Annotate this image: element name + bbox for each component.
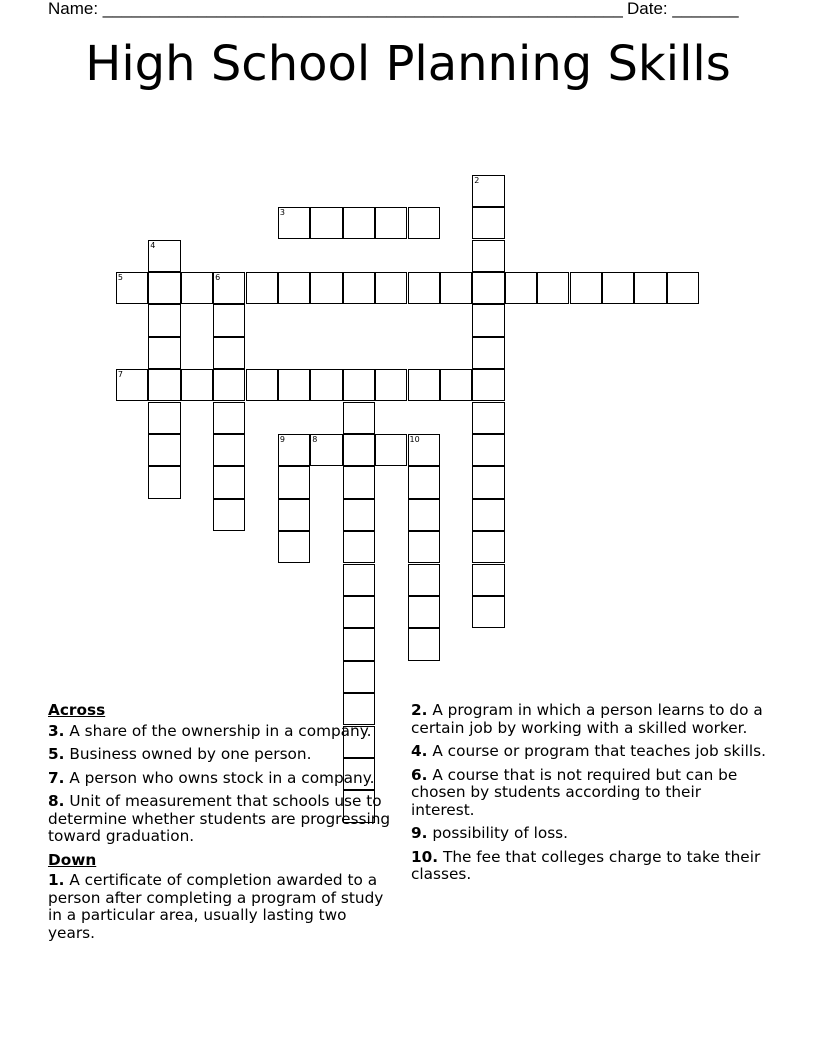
crossword-cell[interactable] xyxy=(505,272,537,304)
crossword-cell[interactable] xyxy=(343,369,375,401)
crossword-cell[interactable] xyxy=(375,434,407,466)
clue xyxy=(411,702,766,737)
crossword-cell[interactable] xyxy=(634,272,666,304)
crossword-cell[interactable] xyxy=(148,337,180,369)
across-clue-list xyxy=(48,723,393,846)
crossword-cell[interactable] xyxy=(181,272,213,304)
clue-text: A person who owns stock in a company. xyxy=(69,768,375,787)
crossword-cell[interactable] xyxy=(246,369,278,401)
crossword-cell[interactable] xyxy=(440,369,472,401)
crossword-cell[interactable] xyxy=(375,369,407,401)
clue-text: Unit of measurement that schools use to determine whether students are progressing toward graduation. xyxy=(48,792,391,845)
crossword-cell[interactable] xyxy=(408,596,440,628)
crossword-cell[interactable] xyxy=(472,272,504,304)
crossword-cell[interactable] xyxy=(148,402,180,434)
clue-text: A course or program that teaches job skills. xyxy=(432,742,766,760)
crossword-cell[interactable] xyxy=(343,661,375,693)
crossword-cell[interactable] xyxy=(213,304,245,336)
cell-number: 6 xyxy=(215,272,221,282)
crossword-cell[interactable] xyxy=(343,531,375,563)
clue xyxy=(48,770,393,788)
crossword-cell[interactable] xyxy=(343,499,375,531)
crossword-cell[interactable] xyxy=(472,207,504,239)
crossword-cell[interactable] xyxy=(278,272,310,304)
clue-text: Business owned by one person. xyxy=(69,745,312,763)
clue xyxy=(411,743,766,761)
crossword-cell[interactable] xyxy=(213,434,245,466)
clues-right-column xyxy=(411,702,766,890)
crossword-cell[interactable] xyxy=(343,272,375,304)
clues-left-column xyxy=(48,702,393,948)
crossword-cell[interactable] xyxy=(472,466,504,498)
crossword-cell[interactable] xyxy=(343,402,375,434)
cell-number: 4 xyxy=(150,240,156,250)
clue-number: 4. xyxy=(411,742,428,760)
down-clue-list-left xyxy=(48,872,393,942)
crossword-cell[interactable] xyxy=(472,531,504,563)
crossword-cell[interactable] xyxy=(408,434,440,466)
crossword-cell[interactable] xyxy=(213,499,245,531)
across-heading: Across xyxy=(48,701,106,719)
crossword-cell[interactable] xyxy=(408,207,440,239)
clue-number: 5. xyxy=(48,745,65,763)
cell-number: 3 xyxy=(279,208,285,218)
down-heading: Down xyxy=(48,850,97,869)
crossword-cell[interactable] xyxy=(408,531,440,563)
crossword-cell[interactable] xyxy=(472,175,504,207)
crossword-cell[interactable] xyxy=(213,272,245,304)
crossword-cell[interactable] xyxy=(148,304,180,336)
crossword-cell[interactable] xyxy=(570,272,602,304)
clue-number: 8. xyxy=(48,792,65,810)
crossword-cell[interactable] xyxy=(472,240,504,272)
clue-text: A program in which a person learns to do a certain job by working with a skilled worker. xyxy=(411,701,763,737)
clue-text: A certificate of completion awarded to a person after completing a program of study in a particular area, usually lasting two years. xyxy=(48,871,384,942)
crossword-cell[interactable] xyxy=(310,434,342,466)
clue xyxy=(411,767,766,820)
cell-number: 8 xyxy=(312,434,318,444)
clue-number: 9. xyxy=(411,824,428,842)
clue-number: 1. xyxy=(48,871,65,889)
crossword-cell[interactable] xyxy=(343,434,375,466)
crossword-cell[interactable] xyxy=(148,369,180,401)
date-line[interactable]: Date: _______ xyxy=(627,0,739,18)
crossword-cell[interactable] xyxy=(246,272,278,304)
clue-text: The fee that colleges charge to take their classes. xyxy=(411,847,761,883)
crossword-cell[interactable] xyxy=(408,564,440,596)
crossword-cell[interactable] xyxy=(278,499,310,531)
clue xyxy=(411,849,766,884)
crossword-cell[interactable] xyxy=(278,207,310,239)
name-line[interactable]: Name: _______________________________________________________ xyxy=(48,0,623,18)
crossword-cell[interactable] xyxy=(537,272,569,304)
crossword-cell[interactable] xyxy=(440,272,472,304)
clue-text: possibility of loss. xyxy=(432,824,568,842)
crossword-cell[interactable] xyxy=(472,337,504,369)
crossword-cell[interactable] xyxy=(472,596,504,628)
clue xyxy=(48,872,393,942)
crossword-cell[interactable] xyxy=(116,272,148,304)
crossword-cell[interactable] xyxy=(213,466,245,498)
crossword-cell[interactable] xyxy=(408,466,440,498)
crossword-cell[interactable] xyxy=(148,466,180,498)
clue-text: A course that is not required but can be chosen by students according to their interest. xyxy=(411,765,738,819)
crossword-cell[interactable] xyxy=(408,499,440,531)
crossword-cell[interactable] xyxy=(148,240,180,272)
crossword-cell[interactable] xyxy=(408,369,440,401)
cell-number: 5 xyxy=(117,272,123,282)
crossword-cell[interactable] xyxy=(278,466,310,498)
crossword-cell[interactable] xyxy=(472,402,504,434)
crossword-cell[interactable] xyxy=(343,628,375,660)
crossword-cell[interactable] xyxy=(213,337,245,369)
clue-number: 6. xyxy=(411,765,428,784)
crossword-cell[interactable] xyxy=(116,369,148,401)
crossword-cell[interactable] xyxy=(148,272,180,304)
crossword-cell[interactable] xyxy=(310,369,342,401)
cell-number: 10 xyxy=(409,434,420,444)
page-title: High School Planning Skills xyxy=(85,36,731,92)
crossword-cell[interactable] xyxy=(667,272,699,304)
crossword-cell[interactable] xyxy=(472,369,504,401)
cell-number: 9 xyxy=(279,434,285,444)
clue-number: 2. xyxy=(411,701,428,719)
crossword-cell[interactable] xyxy=(472,564,504,596)
crossword-cell[interactable] xyxy=(375,272,407,304)
crossword-cell[interactable] xyxy=(343,466,375,498)
crossword-cell[interactable] xyxy=(343,207,375,239)
clue xyxy=(48,723,393,741)
crossword-cell[interactable] xyxy=(148,434,180,466)
crossword-cell[interactable] xyxy=(213,369,245,401)
clue-text: A share of the ownership in a company. xyxy=(69,721,372,740)
crossword-cell[interactable] xyxy=(278,434,310,466)
crossword-cell[interactable] xyxy=(472,499,504,531)
crossword-cell[interactable] xyxy=(472,304,504,336)
cell-number: 7 xyxy=(117,370,123,380)
crossword-cell[interactable] xyxy=(310,272,342,304)
crossword-cell[interactable] xyxy=(310,207,342,239)
crossword-cell[interactable] xyxy=(343,564,375,596)
crossword-cell[interactable] xyxy=(408,628,440,660)
clue-number: 10. xyxy=(411,847,439,866)
crossword-cell[interactable] xyxy=(181,369,213,401)
crossword-cell[interactable] xyxy=(278,369,310,401)
cell-number: 2 xyxy=(474,175,480,185)
crossword-cell[interactable] xyxy=(375,207,407,239)
clue-number: 3. xyxy=(48,721,65,740)
clue xyxy=(48,746,393,764)
clue-number: 7. xyxy=(48,768,65,787)
down-clue-list-right xyxy=(411,702,766,884)
crossword-cell[interactable] xyxy=(472,434,504,466)
crossword-cell[interactable] xyxy=(278,531,310,563)
crossword-cell[interactable] xyxy=(343,596,375,628)
clue xyxy=(48,793,393,846)
clue xyxy=(411,825,766,843)
crossword-cell[interactable] xyxy=(408,272,440,304)
crossword-cell[interactable] xyxy=(602,272,634,304)
crossword-cell[interactable] xyxy=(213,402,245,434)
